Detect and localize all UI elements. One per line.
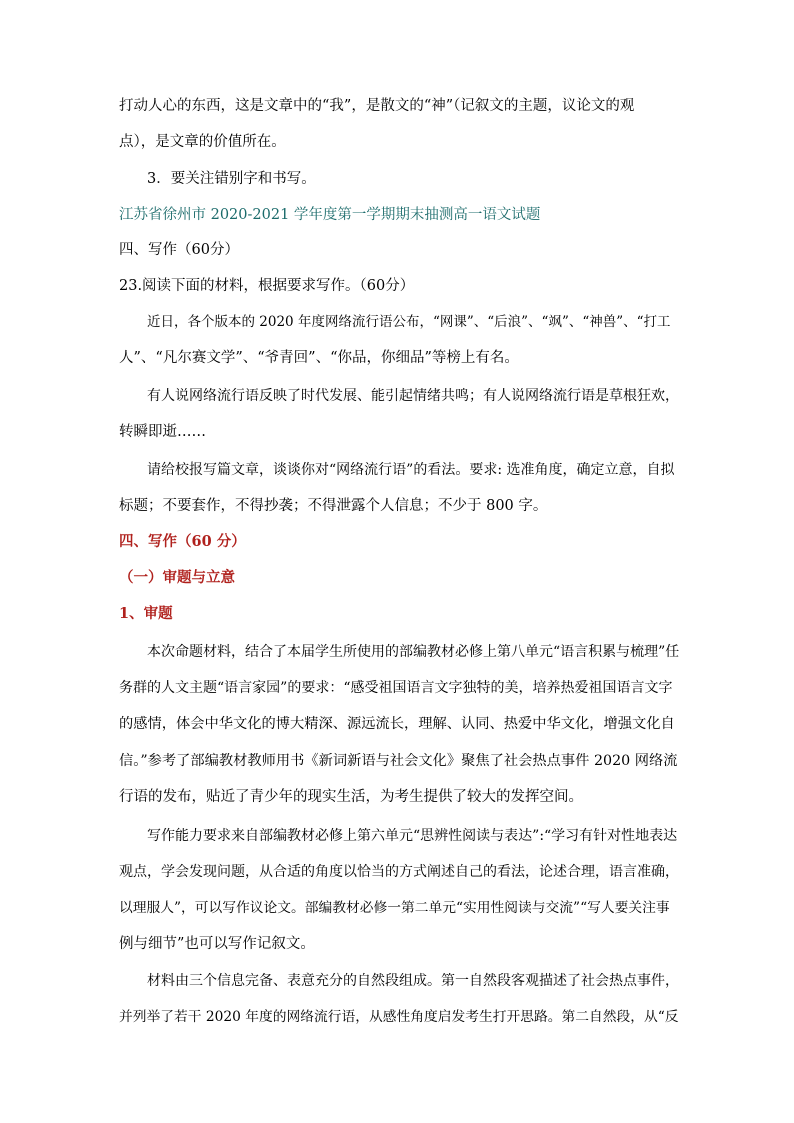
answer-section-heading: 四、写作（60 分）	[119, 533, 246, 550]
text-line: 材料由三个信息完备、表意充分的自然段组成。第一自然段客观描述了社会热点事件，	[147, 973, 679, 989]
text-line: 请给校报写篇文章，谈谈你对“网络流行语”的看法。要求: 选准角度，确定立意，自拟	[147, 462, 675, 478]
text-line: 打动人心的东西，这是文章中的“我”，是散文的“神”（记叙文的主题，议论文的观	[119, 98, 635, 114]
text-line: 近日，各个版本的 2020 年度网络流行语公布，“网课”、“后浪”、“飒”、“神兽”、“打工	[147, 314, 671, 330]
text-line: 点），是文章的价值所在。	[119, 134, 286, 150]
list-item: 3．要关注错别字和书写。	[147, 171, 316, 187]
text-line: 观点，学会发现问题，从合适的角度以恰当的方式阐述自己的看法，论述合理，语言准确，	[119, 864, 679, 880]
text-line: 写作能力要求来自部编教材必修上第六单元“思辨性阅读与表达”:“学习有针对性地表达	[147, 828, 678, 844]
text-line: 信。”参考了部编教材教师用书《新词新语与社会文化》聚焦了社会热点事件 2020 网络流	[119, 753, 678, 769]
text-line: 有人说网络流行语反映了时代发展、能引起情绪共鸣；有人说网络流行语是草根狂欢，	[147, 388, 679, 404]
text-line: 转瞬即逝……	[119, 424, 206, 440]
text-line: 以理服人”，可以写作议论文。部编教材必修一第二单元“实用性阅读与交流”“写人要关注事	[119, 900, 670, 916]
text-line: 本次命题材料，结合了本届学生所使用的部编教材必修上第八单元“语言积累与梳理”任	[147, 644, 680, 660]
text-line: 并列举了若干 2020 年度的网络流行语，从感性角度启发考生打开思路。第二自然段，从“反	[119, 1009, 679, 1025]
text-line: 行语的发布，贴近了青少年的现实生活，为考生提供了较大的发挥空间。	[119, 789, 583, 805]
exam-source-title: 江苏省徐州市 2020-2021 学年度第一学期期末抽测高一语文试题	[119, 207, 541, 223]
text-line: 的感情，体会中华文化的博大精深、源远流长，理解、认同、热爱中华文化，增强文化自	[119, 716, 675, 732]
subsection-heading: （一）审题与立意	[119, 569, 235, 586]
text-line: 人”、“凡尔赛文学”、“爷青回”、“你品，你细品”等榜上有名。	[119, 350, 519, 366]
section-heading: 四、写作（60分）	[119, 242, 239, 258]
text-line: 标题；不要套作，不得抄袭；不得泄露个人信息；不少于 800 字。	[119, 498, 548, 514]
subsection-heading: 1、审题	[119, 605, 173, 622]
text-line: 务群的人文主题“语言家园”的要求：“感受祖国语言文字独特的美，培养热爱祖国语言文字	[119, 680, 673, 696]
question-prompt: 23.阅读下面的材料，根据要求写作。（60分）	[119, 278, 415, 294]
text-line: 例与细节”也可以写作记叙文。	[119, 936, 315, 952]
